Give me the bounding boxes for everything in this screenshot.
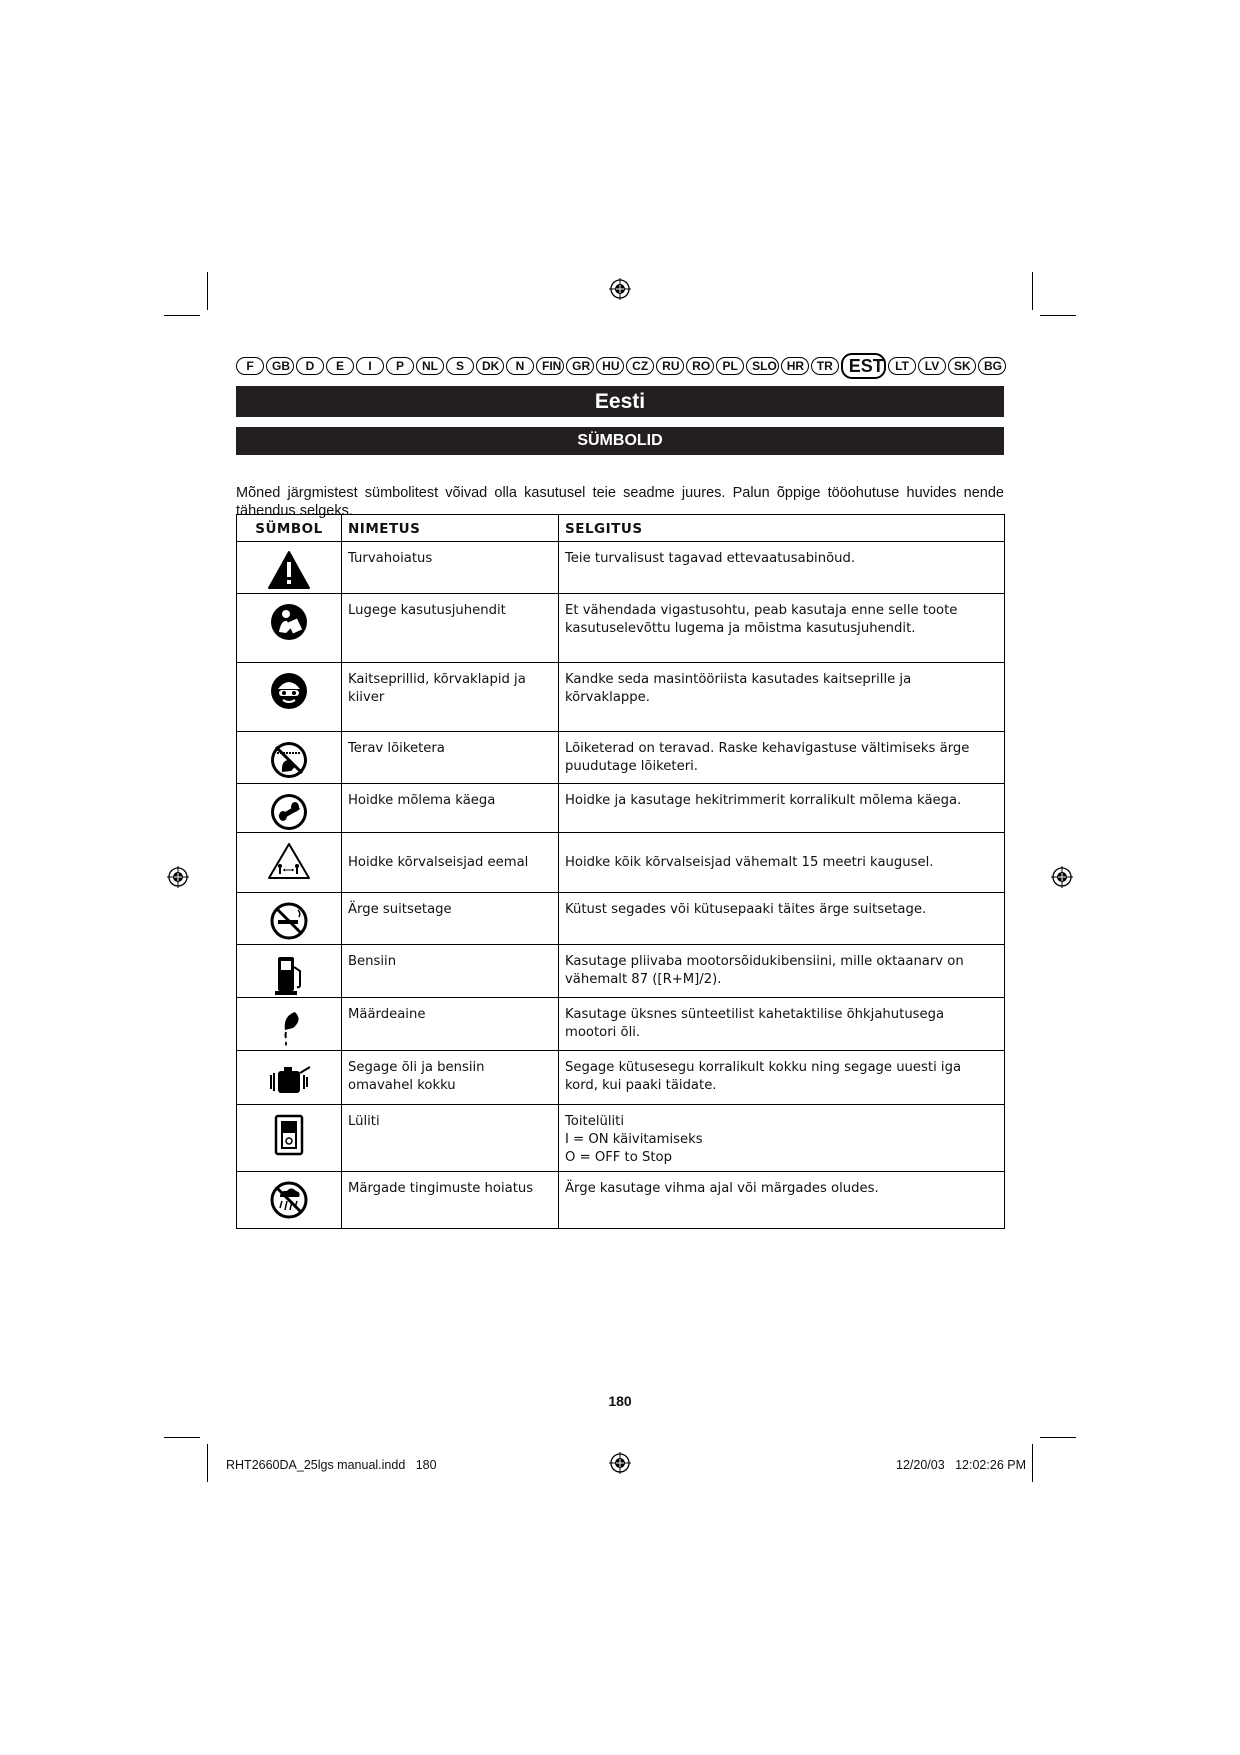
symbol-explanation: Hoidke ja kasutage hekitrimmerit korralikult mõlema käega. (559, 784, 1005, 833)
crop-mark (207, 272, 208, 310)
header-explanation: SELGITUS (559, 515, 1005, 542)
symbol-cell (237, 945, 342, 998)
explanation-line: I = ON käivitamiseks (565, 1132, 703, 1147)
lang-tab[interactable]: E (326, 357, 354, 375)
table-row (237, 945, 1005, 998)
eye-ear-head-protection-icon (269, 671, 309, 711)
crop-mark (1040, 1437, 1076, 1438)
table-row (237, 784, 1005, 833)
crop-mark (207, 1444, 208, 1482)
symbol-explanation: Kasutage üksnes sünteetilist kahetaktilise õhkjahutusega mootori õli. (559, 998, 1005, 1051)
table-row (237, 594, 1005, 663)
lang-tab[interactable]: D (296, 357, 324, 375)
symbol-cell (237, 1105, 342, 1172)
symbol-name: Segage õli ja bensiin omavahel kokku (342, 1051, 559, 1105)
symbol-cell (237, 732, 342, 784)
table-row (237, 1105, 1005, 1172)
crop-mark (1040, 315, 1076, 316)
symbol-explanation: Segage kütusesegu korralikult kokku ning segage uuesti iga kord, kui paaki täidate. (559, 1051, 1005, 1105)
explanation-line: Toitelüliti (565, 1114, 625, 1129)
symbol-cell (237, 893, 342, 945)
fuel-pump-icon (269, 953, 309, 997)
symbol-cell (237, 594, 342, 663)
crop-mark (1032, 272, 1033, 310)
oil-drop-icon (269, 1006, 309, 1050)
table-row (237, 663, 1005, 732)
section-title: SÜMBOLID (236, 427, 1004, 455)
crop-mark (1032, 1444, 1033, 1482)
symbol-explanation: Et vähendada vigastusohtu, peab kasutaja enne selle toote kasutuselevõttu lugema ja mõistma kasutusjuhendit. (559, 594, 1005, 663)
footer-timestamp: 12/20/03 12:02:26 PM (896, 1458, 1026, 1472)
no-smoking-icon (269, 901, 309, 941)
lang-tab[interactable]: GR (566, 357, 594, 375)
lang-tab[interactable]: FIN (536, 357, 564, 375)
symbol-name: Bensiin (342, 945, 559, 998)
symbol-cell (237, 784, 342, 833)
lang-tab[interactable]: F (236, 357, 264, 375)
table-row (237, 893, 1005, 945)
table-header-row (237, 515, 1005, 542)
language-bar (236, 354, 1006, 378)
symbol-name: Kaitseprillid, kõrvaklapid ja kiiver (342, 663, 559, 732)
lang-tab[interactable]: NL (416, 357, 444, 375)
symbol-cell (237, 663, 342, 732)
lang-tab[interactable]: CZ (626, 357, 654, 375)
symbol-name: Hoidke mõlema käega (342, 784, 559, 833)
symbol-name: Määrdeaine (342, 998, 559, 1051)
lang-tab[interactable]: P (386, 357, 414, 375)
mix-fuel-can-icon (264, 1059, 314, 1099)
lang-tab[interactable]: SLO (746, 357, 779, 375)
lang-tab[interactable]: BG (978, 357, 1006, 375)
symbol-name: Turvahoiatus (342, 542, 559, 594)
lang-tab[interactable]: TR (811, 357, 839, 375)
no-rain-icon (269, 1180, 309, 1220)
symbol-cell (237, 833, 342, 893)
lang-tab[interactable]: HU (596, 357, 624, 375)
symbol-name: Märgade tingimuste hoiatus (342, 1172, 559, 1229)
symbols-table (236, 514, 1005, 1229)
symbol-explanation (559, 1105, 1005, 1172)
symbol-name: Lüliti (342, 1105, 559, 1172)
read-manual-icon (269, 602, 309, 642)
lang-tab[interactable]: GB (266, 357, 294, 375)
crop-mark (164, 1437, 200, 1438)
registration-mark-icon (1051, 866, 1073, 888)
symbol-name: Hoidke kõrvalseisjad eemal (342, 833, 559, 893)
explanation-line: O = OFF to Stop (565, 1150, 672, 1165)
registration-mark-icon (167, 866, 189, 888)
symbol-explanation: Kandke seda masintööriista kasutades kaitseprille ja kõrvaklappe. (559, 663, 1005, 732)
lang-tab[interactable]: LV (918, 357, 946, 375)
lang-tab[interactable]: RO (686, 357, 714, 375)
lang-tab-active[interactable]: EST (841, 353, 886, 379)
table-row (237, 998, 1005, 1051)
header-symbol: SÜMBOL (237, 515, 342, 542)
symbol-explanation: Kasutage pliivaba mootorsõidukibensiini, mille oktaanarv on vähemalt 87 ([R+M]/2). (559, 945, 1005, 998)
intro-text: Mõned järgmistest sümbolitest võivad olla kasutusel teie seadme juures. Palun õppige tööohutuse huvides nende tähendus selgeks. (236, 484, 1004, 519)
lang-tab[interactable]: N (506, 357, 534, 375)
table-row (237, 1051, 1005, 1105)
symbol-name: Ärge suitsetage (342, 893, 559, 945)
lang-tab[interactable]: DK (476, 357, 504, 375)
lang-tab[interactable]: I (356, 357, 384, 375)
lang-tab[interactable]: RU (656, 357, 684, 375)
symbol-explanation: Ärge kasutage vihma ajal või märgades oludes. (559, 1172, 1005, 1229)
page-number: 180 (608, 1393, 632, 1409)
symbol-cell (237, 1172, 342, 1229)
symbol-explanation: Kütust segades või kütusepaaki täites ärge suitsetage. (559, 893, 1005, 945)
sharp-blade-icon (269, 740, 309, 780)
lang-tab[interactable]: HR (781, 357, 809, 375)
symbol-explanation: Hoidke kõik kõrvalseisjad vähemalt 15 meetri kaugusel. (559, 833, 1005, 893)
two-hands-icon (269, 792, 309, 832)
table-row (237, 1172, 1005, 1229)
symbol-name: Terav lõiketera (342, 732, 559, 784)
crop-mark (164, 315, 200, 316)
table-row (237, 833, 1005, 893)
header-name: NIMETUS (342, 515, 559, 542)
symbol-cell (237, 542, 342, 594)
table-row (237, 542, 1005, 594)
bystanders-away-icon (267, 841, 311, 881)
symbol-explanation: Lõiketerad on teravad. Raske kehavigastuse vältimiseks ärge puudutage lõiketeri. (559, 732, 1005, 784)
symbol-explanation: Teie turvalisust tagavad ettevaatusabinõud. (559, 542, 1005, 594)
warning-triangle-icon (267, 550, 311, 590)
table-row (237, 732, 1005, 784)
lang-tab[interactable]: LT (888, 357, 916, 375)
language-title: Eesti (236, 386, 1004, 417)
registration-mark-icon (609, 278, 631, 300)
symbol-name: Lugege kasutusjuhendit (342, 594, 559, 663)
symbol-cell (237, 1051, 342, 1105)
registration-mark-icon (609, 1452, 631, 1474)
switch-icon (273, 1113, 305, 1157)
symbol-cell (237, 998, 342, 1051)
footer-file: RHT2660DA_25lgs manual.indd 180 (226, 1458, 437, 1472)
lang-tab[interactable]: PL (716, 357, 744, 375)
lang-tab[interactable]: S (446, 357, 474, 375)
lang-tab[interactable]: SK (948, 357, 976, 375)
